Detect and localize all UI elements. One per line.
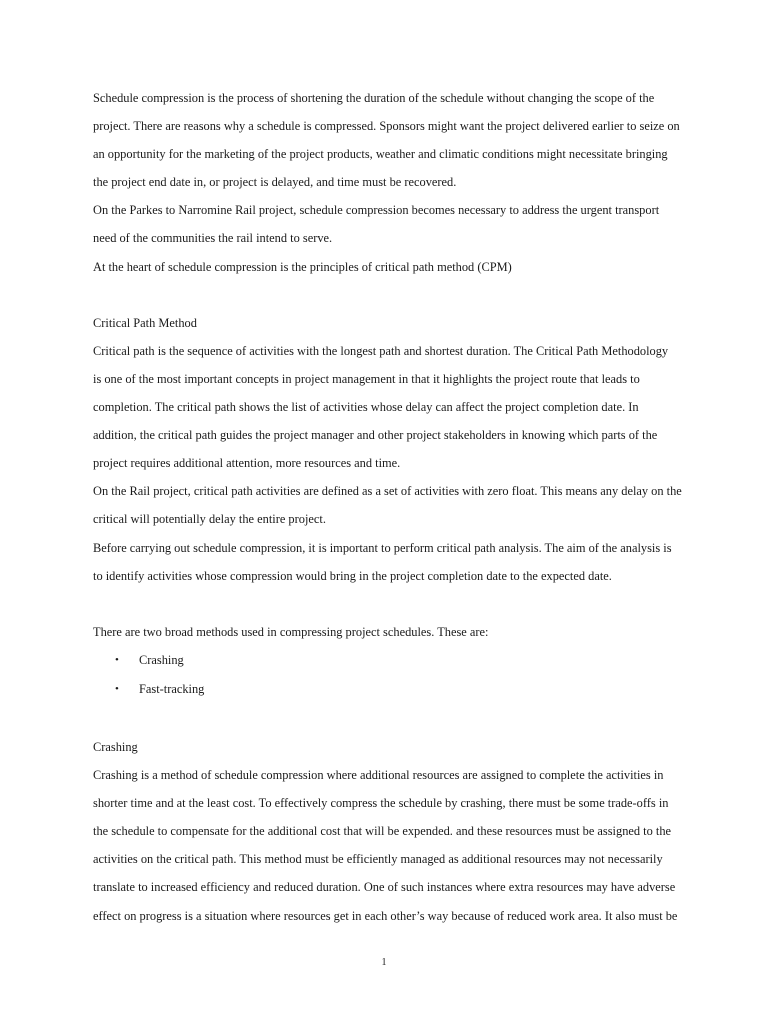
cpm-paragraph <box>93 337 707 477</box>
text-line: need of the communities the rail intend to serve. <box>93 231 333 246</box>
methods-intro: There are two broad methods used in compressing project schedules. These are: <box>93 624 489 639</box>
spacer <box>93 281 707 309</box>
parkes-paragraph <box>93 196 707 252</box>
text-line: shorter time and at the least cost. To effectively compress the schedule by crashing, there must be some trade-offs in <box>93 796 669 811</box>
bullet-icon: • <box>115 683 119 696</box>
spacer <box>93 590 707 618</box>
text-line: On the Parkes to Narromine Rail project, schedule compression becomes necessary to address the urgent transport <box>93 203 660 218</box>
text-line: activities on the critical path. This method must be efficiently managed as additional resources may not necessarily <box>93 852 663 867</box>
list-item-label: Crashing <box>139 652 184 667</box>
bullet-icon: • <box>115 653 119 666</box>
text-line: the schedule to compensate for the additional cost that will be expended. and these resources must be assigned to the <box>93 824 672 839</box>
text-line: effect on progress is a situation where resources get in each other’s way because of reduced work area. It also must be <box>93 908 678 923</box>
document-body <box>93 84 707 930</box>
methods-list <box>93 646 707 705</box>
page-number: 1 <box>381 957 387 968</box>
text-line: At the heart of schedule compression is the principles of critical path method (CPM) <box>93 259 512 274</box>
text-line: Crashing is a method of schedule compression where additional resources are assigned to complete the activities in <box>93 768 664 783</box>
section-heading-crashing: Crashing <box>93 739 138 754</box>
crashing-paragraph <box>93 761 707 930</box>
rail-paragraph <box>93 477 707 533</box>
text-line: completion. The critical path shows the list of activities whose delay can affect the project completion date. In <box>93 400 639 415</box>
text-line: On the Rail project, critical path activities are defined as a set of activities with zero float. This means any delay on the <box>93 484 682 499</box>
text-line: Schedule compression is the process of shortening the duration of the schedule without changing the scope of the <box>93 91 655 105</box>
text-line: the project end date in, or project is delayed, and time must be recovered. <box>93 175 457 190</box>
text-line: Critical path is the sequence of activities with the longest path and shortest duration. The Critical Path Methodology <box>93 343 669 358</box>
text-line: critical will potentially delay the entire project. <box>93 512 326 527</box>
text-line: addition, the critical path guides the project manager and other project stakeholders in knowing which parts of the <box>93 428 658 443</box>
text-line: translate to increased efficiency and reduced duration. One of such instances where extra resources may have adverse <box>93 880 676 895</box>
text-line: Before carrying out schedule compression, it is important to perform critical path analysis. The aim of the analysis is <box>93 540 672 555</box>
analysis-paragraph <box>93 534 707 590</box>
text-line: an opportunity for the marketing of the project products, weather and climatic conditions might necessitate bringing <box>93 147 668 162</box>
list-item-crashing <box>93 646 707 676</box>
intro-paragraph <box>93 84 707 196</box>
section-heading-critical-path-method: Critical Path Method <box>93 315 197 330</box>
text-line: project requires additional attention, more resources and time. <box>93 456 401 471</box>
list-item-label: Fast-tracking <box>139 682 205 697</box>
text-line: is one of the most important concepts in project management in that it highlights the project route that leads to <box>93 371 640 386</box>
spacer <box>93 705 707 733</box>
cpm-intro-paragraph <box>93 253 707 281</box>
text-line: to identify activities whose compression would bring in the project completion date to the expected date. <box>93 568 612 583</box>
list-item-fast-tracking <box>93 675 707 705</box>
text-line: project. There are reasons why a schedule is compressed. Sponsors might want the project delivered earlier to seize on <box>93 119 680 134</box>
